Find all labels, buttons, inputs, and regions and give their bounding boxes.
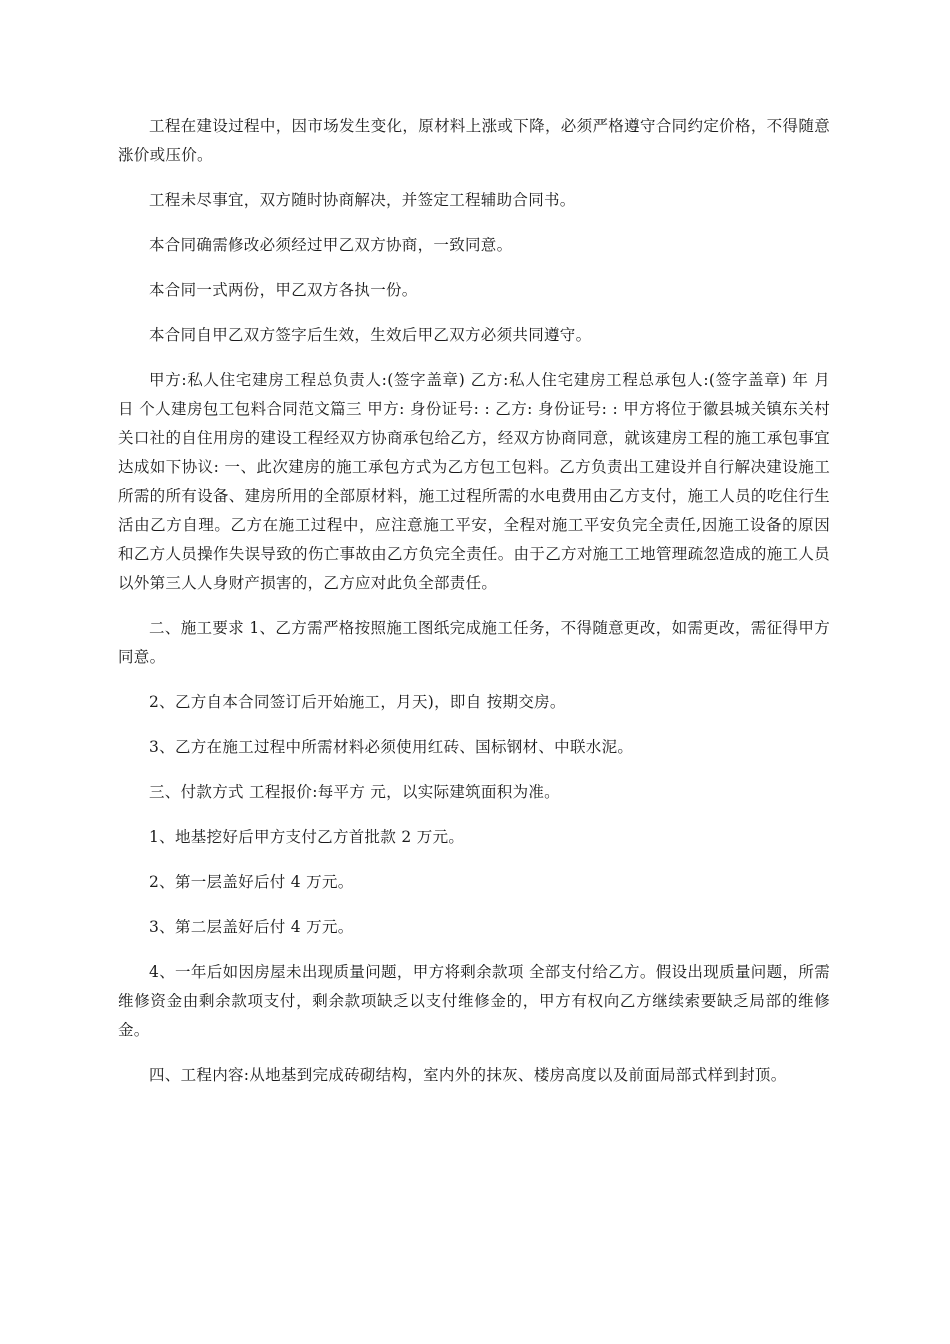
- paragraph-copies: 本合同一式两份，甲乙双方各执一份。: [149, 281, 418, 299]
- paragraph-payment-method: 三、付款方式 工程报价:每平方 元，以实际建筑面积为准。: [149, 783, 560, 801]
- paragraph-amendment: 本合同确需修改必须经过甲乙双方协商，一致同意。: [149, 236, 513, 254]
- paragraph-unresolved-matters: 工程未尽事宜，双方随时协商解决，并签定工程辅助合同书。: [149, 191, 576, 209]
- paragraph-price-clause: 工程在建设过程中，因市场发生变化，原材料上涨或下降，必须严格遵守合同约定价格，不得随意涨价或压价。: [118, 117, 830, 164]
- paragraph-work-content: 四、工程内容:从地基到完成砖砌结构，室内外的抹灰、楼房高度以及前面局部式样到封顶。: [149, 1066, 787, 1084]
- paragraph-start-date: 2、乙方自本合同签订后开始施工，月天)，即自 按期交房。: [149, 693, 566, 711]
- paragraph-construction-requirements: 二、施工要求 1、乙方需严格按照施工图纸完成施工任务，不得随意更改，如需更改，需征得甲方同意。: [118, 619, 830, 666]
- document-body: [118, 112, 830, 1106]
- paragraph-payment-3: 3、第二层盖好后付 4 万元。: [149, 918, 354, 936]
- paragraph-payment-2: 2、第一层盖好后付 4 万元。: [149, 873, 354, 891]
- paragraph-payment-1: 1、地基挖好后甲方支付乙方首批款 2 万元。: [149, 828, 465, 846]
- paragraph-effective: 本合同自甲乙双方签字后生效，生效后甲乙双方必须共同遵守。: [149, 326, 592, 344]
- paragraph-payment-4: 4、一年后如因房屋未出现质量问题，甲方将剩余款项 全部支付给乙方。假设出现质量问题，所需维修资金由剩余款项支付，剩余款项缺乏以支付维修金的，甲方有权向乙方继续索要缺乏局部的维修金。: [118, 963, 830, 1039]
- paragraph-materials: 3、乙方在施工过程中所需材料必须使用红砖、国标钢材、中联水泥。: [149, 738, 634, 756]
- paragraph-signatures-and-contract-three: 甲方:私人住宅建房工程总负责人:(签字盖章) 乙方:私人住宅建房工程总承包人:(签字盖章) 年 月 日 个人建房包工包料合同范文篇三 甲方: 身份证号: : 乙方: 身份证号: : 甲方将位于徽县城关镇东关村关口社的自住用房的建设工程经双方协商承包给乙方，经双方协商同意，就该建房工程的施工承包事宜达成如下协议: 一、此次建房的施工承包方式为乙方包工包料。乙方负责出工建设并自行解决建设施工所需的所有设备、建房所用的全部原材料，施工过程所需的水电费用由乙方支付，施工人员的吃住行生活由乙方自理。乙方在施工过程中，应注意施工平安，全程对施工平安负完全责任,因施工设备的原因和乙方人员操作失误导致的伤亡事故由乙方负完全责任。由于乙方对施工工地管理疏忽造成的施工人员以外第三人人身财产损害的，乙方应对此负全部责任。: [118, 371, 830, 592]
